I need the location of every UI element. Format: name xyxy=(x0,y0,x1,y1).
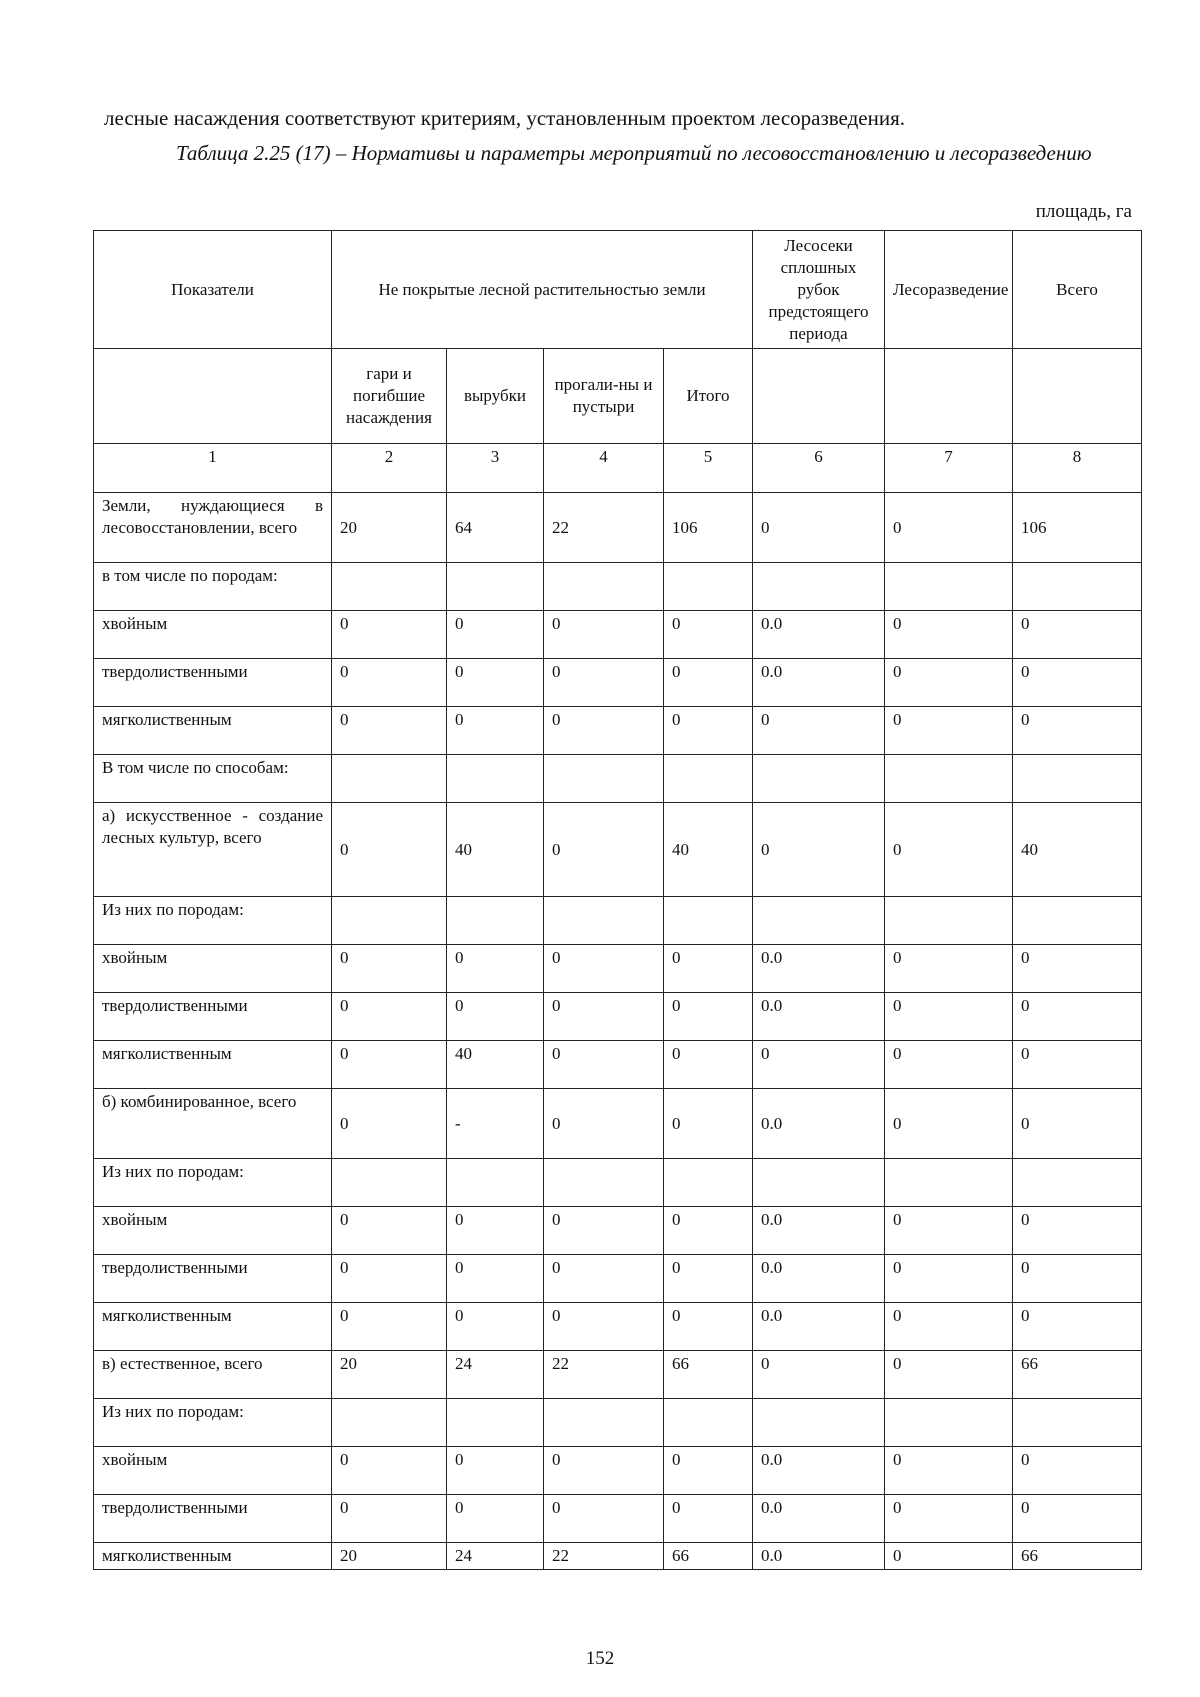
cell-value xyxy=(447,1399,544,1447)
cell-value: 0 xyxy=(664,1041,753,1089)
header-total: Всего xyxy=(1013,231,1142,349)
page-number: 152 xyxy=(585,1648,615,1669)
cell-value: 40 xyxy=(1013,803,1142,897)
cell-value: 0 xyxy=(885,707,1013,755)
cell-value: 0 xyxy=(1013,945,1142,993)
cell-value xyxy=(447,1159,544,1207)
table-row xyxy=(94,1159,1142,1207)
row-label: В том числе по способам: xyxy=(94,755,332,803)
cell-value: 106 xyxy=(1013,493,1142,563)
table-row xyxy=(94,1495,1142,1543)
subheader-empty xyxy=(94,349,332,444)
cell-value: 0 xyxy=(332,1255,447,1303)
cell-value: 0 xyxy=(544,803,664,897)
cell-value: 0 xyxy=(1013,1089,1142,1159)
cell-value: 0 xyxy=(885,1089,1013,1159)
cell-value: 0.0 xyxy=(753,611,885,659)
cell-value: 0 xyxy=(664,1207,753,1255)
cell-value: 0 xyxy=(664,707,753,755)
cell-value: 0 xyxy=(544,1303,664,1351)
cell-value xyxy=(664,1399,753,1447)
cell-value: 0 xyxy=(447,1495,544,1543)
subheader-subtotal: Итого xyxy=(664,349,753,444)
cell-value xyxy=(447,755,544,803)
column-number: 2 xyxy=(332,444,447,493)
cell-value: 0 xyxy=(544,1255,664,1303)
cell-value xyxy=(1013,563,1142,611)
table-row xyxy=(94,563,1142,611)
cell-value: 0 xyxy=(332,945,447,993)
cell-value: 0 xyxy=(664,993,753,1041)
cell-value xyxy=(332,897,447,945)
column-number: 4 xyxy=(544,444,664,493)
row-label: твердолиственными xyxy=(94,1255,332,1303)
subheader-empty xyxy=(885,349,1013,444)
cell-value: - xyxy=(447,1089,544,1159)
table-row xyxy=(94,1207,1142,1255)
cell-value: 0.0 xyxy=(753,1447,885,1495)
header-indicators: Показатели xyxy=(94,231,332,349)
table-row xyxy=(94,1543,1142,1570)
header-clearcut-areas: Лесосеки сплошных рубок предстоящего периода xyxy=(753,231,885,349)
cell-value xyxy=(1013,755,1142,803)
table-row xyxy=(94,493,1142,563)
cell-value: 0 xyxy=(447,1255,544,1303)
column-number: 3 xyxy=(447,444,544,493)
cell-value: 0 xyxy=(447,993,544,1041)
table-row xyxy=(94,659,1142,707)
cell-value xyxy=(1013,897,1142,945)
cell-value: 0 xyxy=(1013,1207,1142,1255)
cell-value: 0 xyxy=(664,611,753,659)
row-label: хвойным xyxy=(94,1447,332,1495)
cell-value xyxy=(544,1399,664,1447)
cell-value: 0 xyxy=(885,1255,1013,1303)
cell-value: 0.0 xyxy=(753,659,885,707)
column-number-row xyxy=(94,444,1142,493)
row-label: Земли, нуждающиеся в лесовосстановлении, всего xyxy=(94,493,332,563)
cell-value: 0 xyxy=(753,1041,885,1089)
table-row xyxy=(94,755,1142,803)
cell-value xyxy=(1013,1399,1142,1447)
cell-value: 66 xyxy=(664,1351,753,1399)
row-label: Из них по породам: xyxy=(94,897,332,945)
cell-value: 40 xyxy=(664,803,753,897)
cell-value xyxy=(1013,1159,1142,1207)
cell-value xyxy=(447,897,544,945)
table-row xyxy=(94,1089,1142,1159)
row-label: твердолиственными xyxy=(94,1495,332,1543)
row-label: хвойным xyxy=(94,1207,332,1255)
cell-value: 64 xyxy=(447,493,544,563)
cell-value: 0 xyxy=(1013,707,1142,755)
cell-value: 0 xyxy=(332,1495,447,1543)
cell-value: 0 xyxy=(447,611,544,659)
row-label: а) искусственное - создание лесных культур, всего xyxy=(94,803,332,897)
cell-value: 0 xyxy=(885,1351,1013,1399)
cell-value xyxy=(885,1159,1013,1207)
cell-value: 0 xyxy=(544,707,664,755)
cell-value: 0 xyxy=(332,1303,447,1351)
subheader-burnt: гари и погибшие насаждения xyxy=(332,349,447,444)
cell-value xyxy=(753,897,885,945)
cell-value: 0 xyxy=(885,1207,1013,1255)
row-label: хвойным xyxy=(94,945,332,993)
cell-value xyxy=(332,1159,447,1207)
cell-value: 0 xyxy=(332,993,447,1041)
cell-value: 0 xyxy=(1013,993,1142,1041)
cell-value: 0 xyxy=(544,611,664,659)
cell-value: 0 xyxy=(664,1447,753,1495)
cell-value: 0 xyxy=(544,1089,664,1159)
cell-value: 0 xyxy=(664,1089,753,1159)
cell-value: 0.0 xyxy=(753,1543,885,1570)
cell-value: 0 xyxy=(753,803,885,897)
cell-value: 40 xyxy=(447,1041,544,1089)
cell-value: 0 xyxy=(885,1303,1013,1351)
table-row xyxy=(94,803,1142,897)
cell-value xyxy=(664,1159,753,1207)
cell-value xyxy=(544,897,664,945)
cell-value: 0 xyxy=(664,659,753,707)
cell-value: 0 xyxy=(447,707,544,755)
cell-value: 66 xyxy=(1013,1351,1142,1399)
cell-value xyxy=(332,1399,447,1447)
cell-value: 0 xyxy=(885,611,1013,659)
cell-value: 20 xyxy=(332,1351,447,1399)
cell-value: 0 xyxy=(885,993,1013,1041)
row-label: хвойным xyxy=(94,611,332,659)
table-row xyxy=(94,707,1142,755)
table-caption xyxy=(104,138,1144,168)
cell-value: 0.0 xyxy=(753,993,885,1041)
column-number: 6 xyxy=(753,444,885,493)
intro-paragraph: лесные насаждения соответствуют критериям, установленным проектом лесоразведения. xyxy=(104,106,905,130)
cell-value: 0 xyxy=(1013,1495,1142,1543)
cell-value: 20 xyxy=(332,493,447,563)
table-row xyxy=(94,1303,1142,1351)
row-label: твердолиственными xyxy=(94,659,332,707)
cell-value: 0 xyxy=(664,945,753,993)
cell-value: 0 xyxy=(544,659,664,707)
cell-value: 0.0 xyxy=(753,945,885,993)
row-label: мягколиственным xyxy=(94,1543,332,1570)
row-label: Из них по породам: xyxy=(94,1159,332,1207)
cell-value: 0 xyxy=(753,493,885,563)
header-afforestation: Лесоразведение xyxy=(885,231,1013,349)
cell-value: 0 xyxy=(544,945,664,993)
cell-value xyxy=(885,897,1013,945)
cell-value: 0 xyxy=(1013,1447,1142,1495)
cell-value xyxy=(753,1159,885,1207)
table-subheader-row xyxy=(94,349,1142,444)
cell-value: 0.0 xyxy=(753,1495,885,1543)
cell-value: 0 xyxy=(544,1041,664,1089)
table-row xyxy=(94,1255,1142,1303)
table-unit-label: площадь, га xyxy=(1035,201,1132,222)
row-label: мягколиственным xyxy=(94,1041,332,1089)
cell-value xyxy=(447,563,544,611)
cell-value: 0 xyxy=(753,1351,885,1399)
header-uncovered-lands: Не покрытые лесной растительностью земли xyxy=(332,231,753,349)
cell-value: 0 xyxy=(332,659,447,707)
cell-value: 0.0 xyxy=(753,1207,885,1255)
cell-value: 0 xyxy=(664,1255,753,1303)
cell-value: 0.0 xyxy=(753,1089,885,1159)
table-row xyxy=(94,945,1142,993)
row-label: мягколиственным xyxy=(94,1303,332,1351)
cell-value: 66 xyxy=(664,1543,753,1570)
cell-value: 0 xyxy=(885,1495,1013,1543)
cell-value xyxy=(664,563,753,611)
cell-value: 0 xyxy=(447,1303,544,1351)
table-row xyxy=(94,611,1142,659)
column-number: 8 xyxy=(1013,444,1142,493)
cell-value: 24 xyxy=(447,1543,544,1570)
cell-value: 0 xyxy=(544,1495,664,1543)
cell-value xyxy=(885,563,1013,611)
cell-value xyxy=(885,755,1013,803)
cell-value: 0.0 xyxy=(753,1255,885,1303)
cell-value: 0 xyxy=(885,945,1013,993)
table-row xyxy=(94,1351,1142,1399)
cell-value: 0 xyxy=(1013,611,1142,659)
cell-value xyxy=(332,755,447,803)
cell-value: 0 xyxy=(664,1303,753,1351)
row-label: б) комбинированное, всего xyxy=(94,1089,332,1159)
table-row xyxy=(94,1447,1142,1495)
cell-value: 0 xyxy=(332,1089,447,1159)
cell-value: 0 xyxy=(753,707,885,755)
table-row xyxy=(94,1041,1142,1089)
cell-value xyxy=(544,1159,664,1207)
reforestation-table xyxy=(93,230,1142,1570)
column-number: 5 xyxy=(664,444,753,493)
table-caption-text: Таблица 2.25 (17) – Нормативы и параметры мероприятий по лесовосстановлению и лесоразведению xyxy=(176,141,1092,165)
cell-value: 0 xyxy=(1013,659,1142,707)
row-label: в) естественное, всего xyxy=(94,1351,332,1399)
cell-value xyxy=(885,1399,1013,1447)
cell-value: 22 xyxy=(544,493,664,563)
subheader-cuttings: вырубки xyxy=(447,349,544,444)
cell-value: 0 xyxy=(332,1041,447,1089)
table-row xyxy=(94,1399,1142,1447)
cell-value: 0 xyxy=(885,493,1013,563)
cell-value: 0 xyxy=(664,1495,753,1543)
cell-value: 0 xyxy=(332,1207,447,1255)
cell-value: 0 xyxy=(885,659,1013,707)
cell-value: 0 xyxy=(447,1447,544,1495)
cell-value xyxy=(664,897,753,945)
table-body xyxy=(94,493,1142,1570)
cell-value xyxy=(544,563,664,611)
cell-value: 0 xyxy=(544,1447,664,1495)
cell-value: 66 xyxy=(1013,1543,1142,1570)
table-header-row xyxy=(94,231,1142,349)
column-number: 1 xyxy=(94,444,332,493)
cell-value: 24 xyxy=(447,1351,544,1399)
cell-value: 0 xyxy=(447,659,544,707)
cell-value: 0 xyxy=(1013,1303,1142,1351)
cell-value: 106 xyxy=(664,493,753,563)
table-row xyxy=(94,897,1142,945)
table-row xyxy=(94,993,1142,1041)
cell-value: 0.0 xyxy=(753,1303,885,1351)
cell-value xyxy=(753,1399,885,1447)
subheader-glades: прогали-ны и пустыри xyxy=(544,349,664,444)
cell-value: 0 xyxy=(885,1041,1013,1089)
cell-value: 20 xyxy=(332,1543,447,1570)
cell-value xyxy=(332,563,447,611)
cell-value: 0 xyxy=(544,993,664,1041)
cell-value: 22 xyxy=(544,1351,664,1399)
column-number: 7 xyxy=(885,444,1013,493)
cell-value: 0 xyxy=(332,1447,447,1495)
cell-value: 0 xyxy=(332,611,447,659)
cell-value xyxy=(753,563,885,611)
cell-value: 0 xyxy=(885,1543,1013,1570)
cell-value: 0 xyxy=(885,803,1013,897)
cell-value: 22 xyxy=(544,1543,664,1570)
row-label: в том числе по породам: xyxy=(94,563,332,611)
cell-value: 0 xyxy=(332,707,447,755)
row-label: Из них по породам: xyxy=(94,1399,332,1447)
subheader-empty xyxy=(753,349,885,444)
row-label: твердолиственными xyxy=(94,993,332,1041)
cell-value: 0 xyxy=(544,1207,664,1255)
cell-value: 0 xyxy=(447,945,544,993)
cell-value: 0 xyxy=(885,1447,1013,1495)
cell-value: 0 xyxy=(1013,1041,1142,1089)
cell-value: 0 xyxy=(447,1207,544,1255)
cell-value xyxy=(664,755,753,803)
cell-value xyxy=(544,755,664,803)
cell-value: 40 xyxy=(447,803,544,897)
cell-value: 0 xyxy=(1013,1255,1142,1303)
subheader-empty xyxy=(1013,349,1142,444)
cell-value xyxy=(753,755,885,803)
row-label: мягколиственным xyxy=(94,707,332,755)
cell-value: 0 xyxy=(332,803,447,897)
